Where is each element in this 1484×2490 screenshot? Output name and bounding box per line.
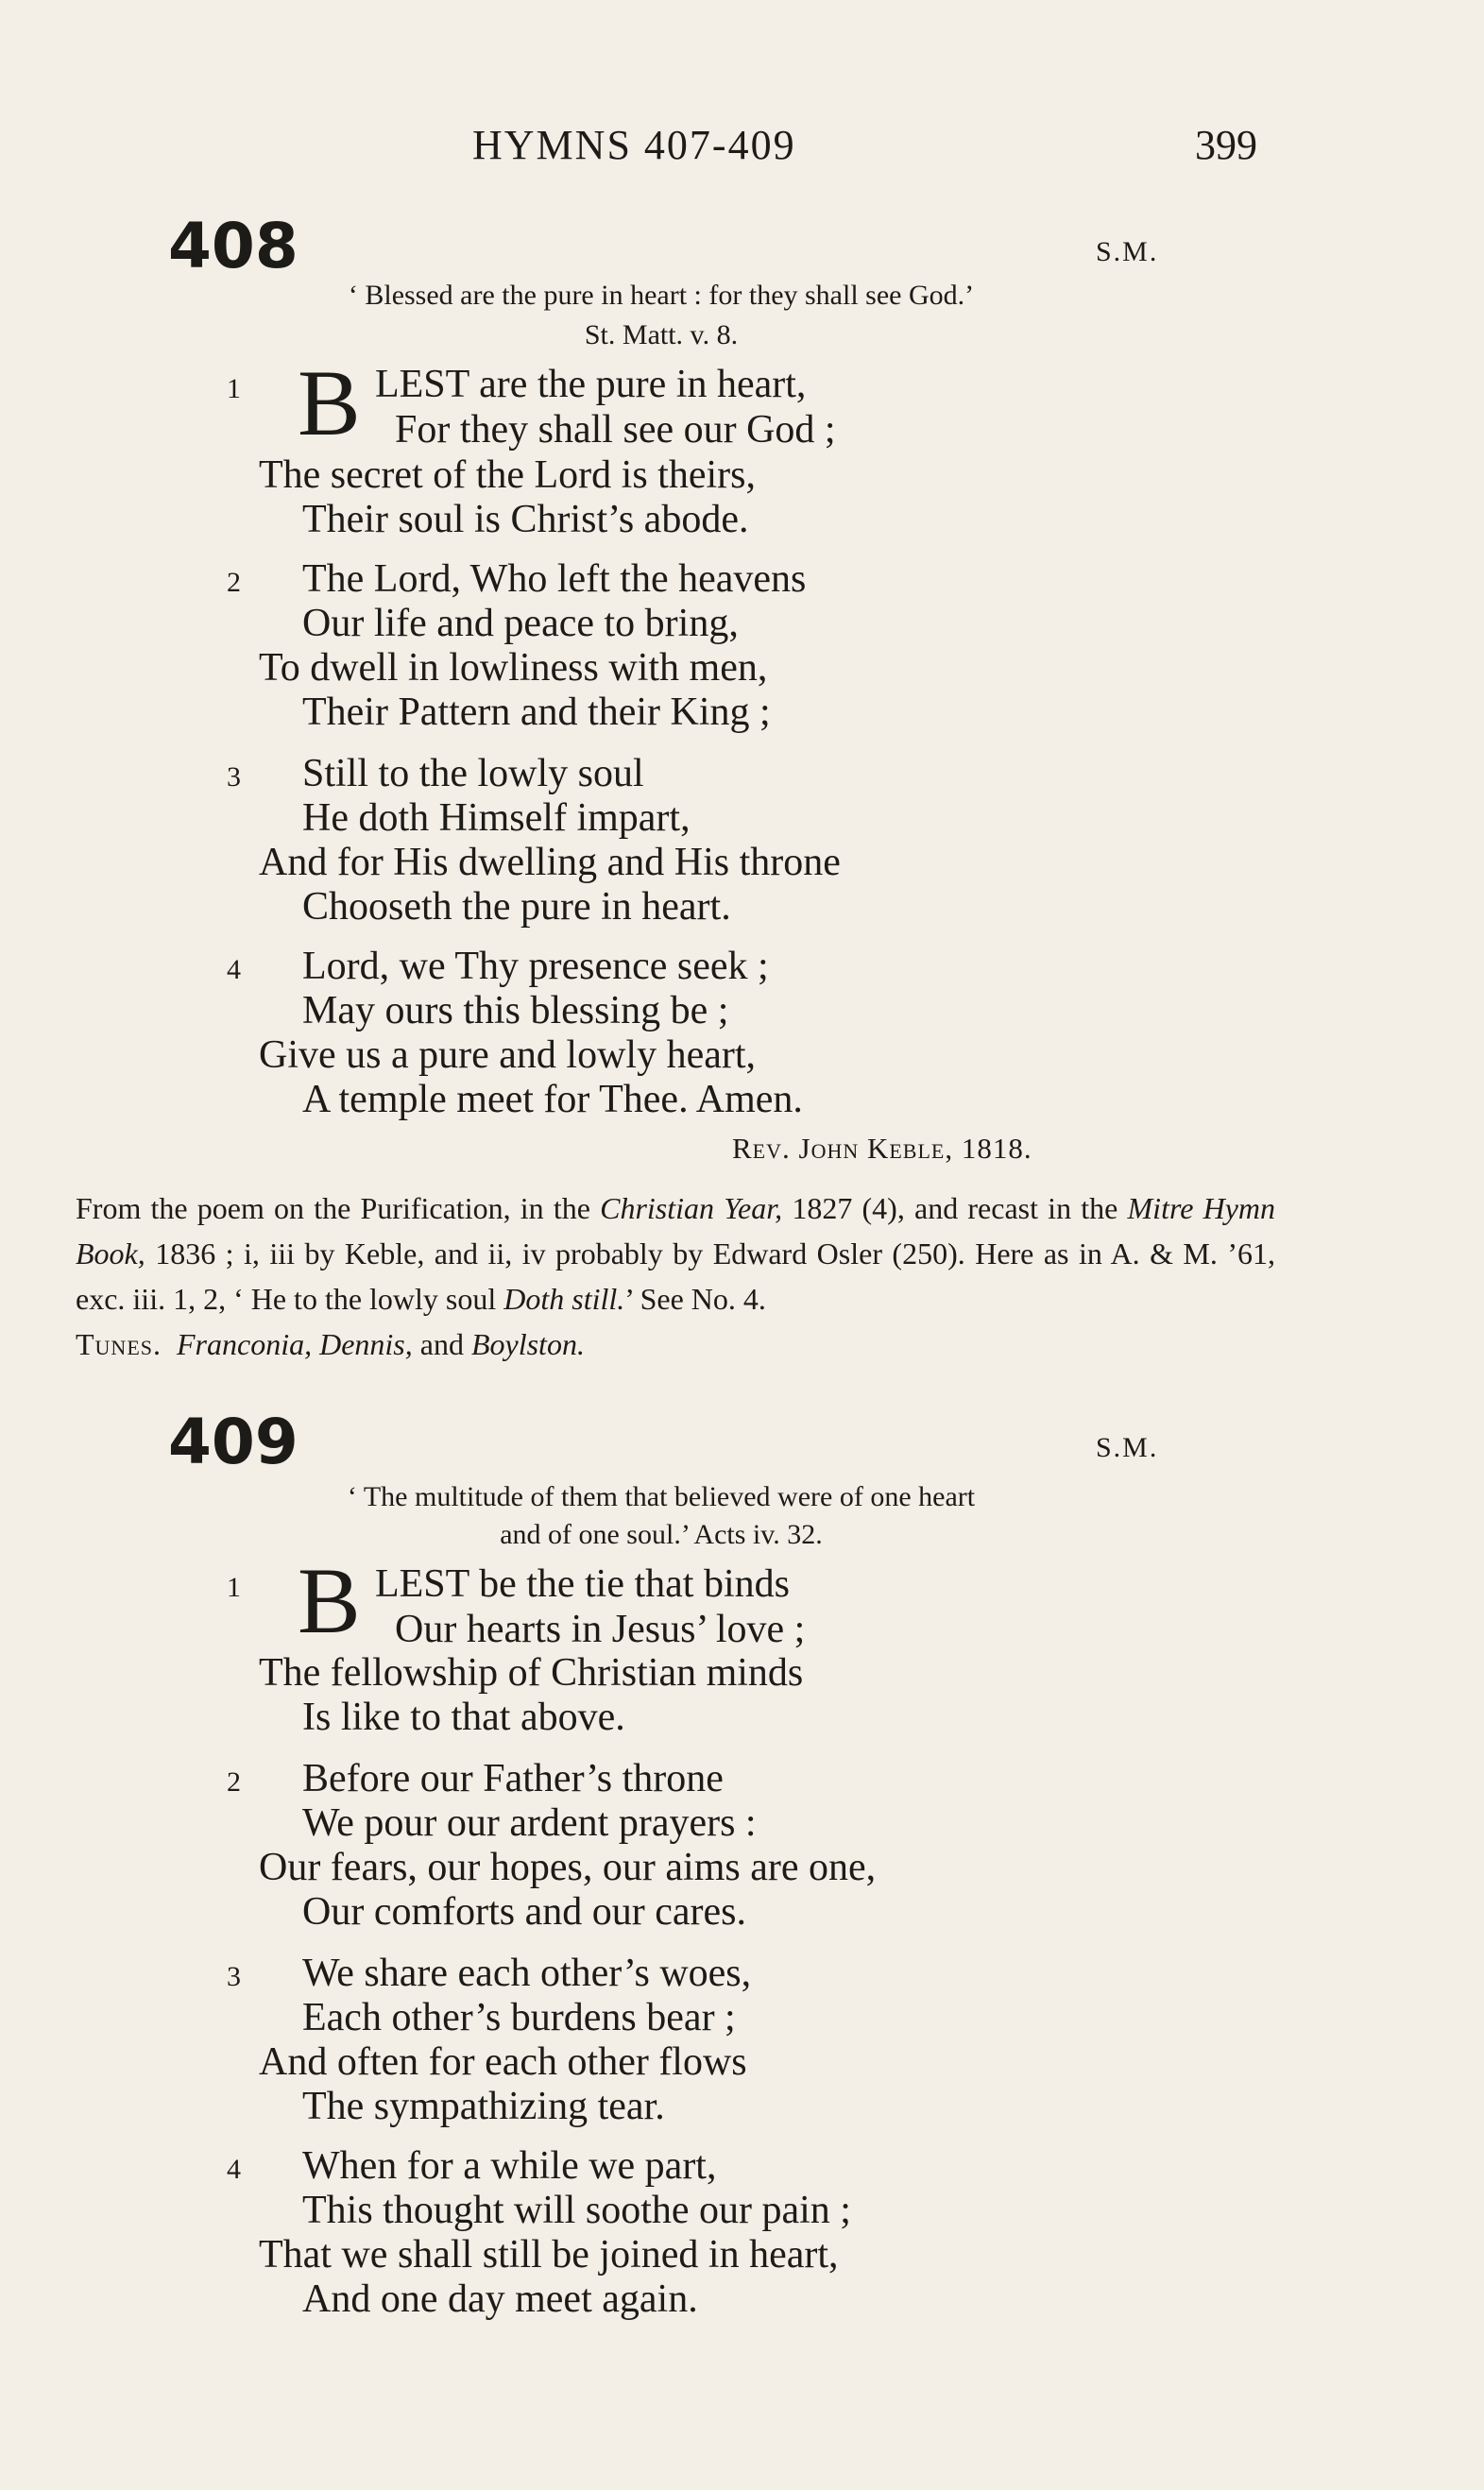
hymn-line: And often for each other flows	[259, 2040, 747, 2084]
hymn-line: Lord, we Thy presence seek ;	[302, 945, 769, 988]
hymn-line: Before our Father’s throne	[302, 1757, 724, 1800]
hymn-line: The sympathizing tear.	[302, 2085, 665, 2128]
drop-cap: B	[298, 350, 361, 455]
hymn-line: The Lord, Who left the heavens	[302, 557, 807, 601]
hymn-line: Still to the lowly soul	[302, 752, 644, 795]
verse-number: 2	[227, 1766, 241, 1798]
running-head: HYMNS 407-409	[472, 122, 796, 168]
hymn-line: The fellowship of Christian minds	[259, 1651, 804, 1695]
hymn-line: Our hearts in Jesus’ love ;	[395, 1608, 806, 1651]
hymn-line: That we shall still be joined in heart,	[259, 2233, 839, 2277]
hymn-line: Our life and peace to bring,	[302, 602, 739, 645]
note-quote: Doth still.	[503, 1282, 625, 1316]
note-text: 1836 ; i, iii by Keble, and ii, iv probably by Edward Osler (250). Here as in A. & M. ’61, exc. iii. 1, 2, ‘ He to the lowly soul	[76, 1236, 1275, 1316]
verse-number: 4	[227, 954, 241, 985]
hymn-line: And one day meet again.	[302, 2277, 698, 2321]
hymn-408-meter: S.M.	[1096, 236, 1159, 267]
hymn-408-note	[76, 1185, 1275, 1367]
hymn-line: This thought will soothe our pain ;	[302, 2189, 851, 2232]
drop-cap: B	[298, 1548, 361, 1653]
note-text: and	[419, 1327, 464, 1361]
hymn-line: LEST are the pure in heart,	[375, 363, 807, 406]
hymn-408-number: 408	[168, 210, 299, 282]
hymn-line: LEST be the tie that binds	[375, 1562, 790, 1606]
hymn-line: To dwell in lowliness with men,	[259, 646, 768, 690]
hymn-line: Our fears, our hopes, our aims are one,	[259, 1846, 877, 1889]
hymn-line: Each other’s burdens bear ;	[302, 1996, 736, 2039]
note-title-christian-year: Christian Year,	[600, 1191, 783, 1225]
tune-name: Dennis,	[319, 1327, 413, 1361]
hymn-408-epigraph-line-2: St. Matt. v. 8.	[584, 319, 739, 350]
hymn-line: When for a while we part,	[302, 2144, 717, 2188]
hymn-line: And for His dwelling and His throne	[259, 841, 841, 884]
hymn-408-attribution: Rev. John Keble, 1818.	[732, 1132, 1032, 1165]
hymn-line: We share each other’s woes,	[302, 1952, 752, 1995]
page-number: 399	[1195, 122, 1257, 168]
tune-name: Boylston.	[470, 1327, 585, 1361]
hymn-line: We pour our ardent prayers :	[302, 1801, 757, 1845]
note-title-mitre-hymn-book: Mitre Hymn Book,	[76, 1191, 1276, 1271]
verse-number: 1	[227, 373, 241, 404]
note-text: 1827 (4), and recast in the	[782, 1191, 1128, 1225]
tunes-label: Tunes.	[76, 1327, 162, 1361]
hymn-line: May ours this blessing be ;	[302, 989, 729, 1032]
hymn-line: Our comforts and our cares.	[302, 1890, 746, 1934]
verse-number: 2	[227, 567, 241, 598]
hymn-line: The secret of the Lord is theirs,	[259, 453, 756, 497]
note-text: ’ See No. 4.	[624, 1282, 766, 1316]
tune-name: Franconia,	[177, 1327, 313, 1361]
verse-number: 3	[227, 1961, 241, 1992]
hymn-line: For they shall see our God ;	[395, 408, 836, 452]
hymn-408-epigraph-line-1: ‘ Blessed are the pure in heart : for they shall see God.’	[348, 280, 975, 311]
hymn-line: A temple meet for Thee. Amen.	[302, 1078, 803, 1121]
verse-number: 4	[227, 2154, 241, 2185]
hymn-409-epigraph-line-2: and of one soul.’ Acts iv. 32.	[500, 1519, 823, 1550]
hymn-line: Their Pattern and their King ;	[302, 691, 771, 734]
hymn-409-epigraph-line-1: ‘ The multitude of them that believed were of one heart	[347, 1481, 976, 1512]
hymn-line: Their soul is Christ’s abode.	[302, 498, 749, 541]
hymn-line: Chooseth the pure in heart.	[302, 885, 731, 929]
hymn-409-number: 409	[168, 1406, 299, 1478]
hymn-line: Give us a pure and lowly heart,	[259, 1033, 757, 1077]
hymn-line: Is like to that above.	[302, 1696, 625, 1739]
note-text: From the poem on the Purification, in the	[76, 1191, 601, 1225]
verse-number: 3	[227, 761, 241, 793]
hymn-line: He doth Himself impart,	[302, 796, 691, 840]
verse-number: 1	[227, 1572, 241, 1603]
hymn-409-meter: S.M.	[1096, 1432, 1159, 1463]
